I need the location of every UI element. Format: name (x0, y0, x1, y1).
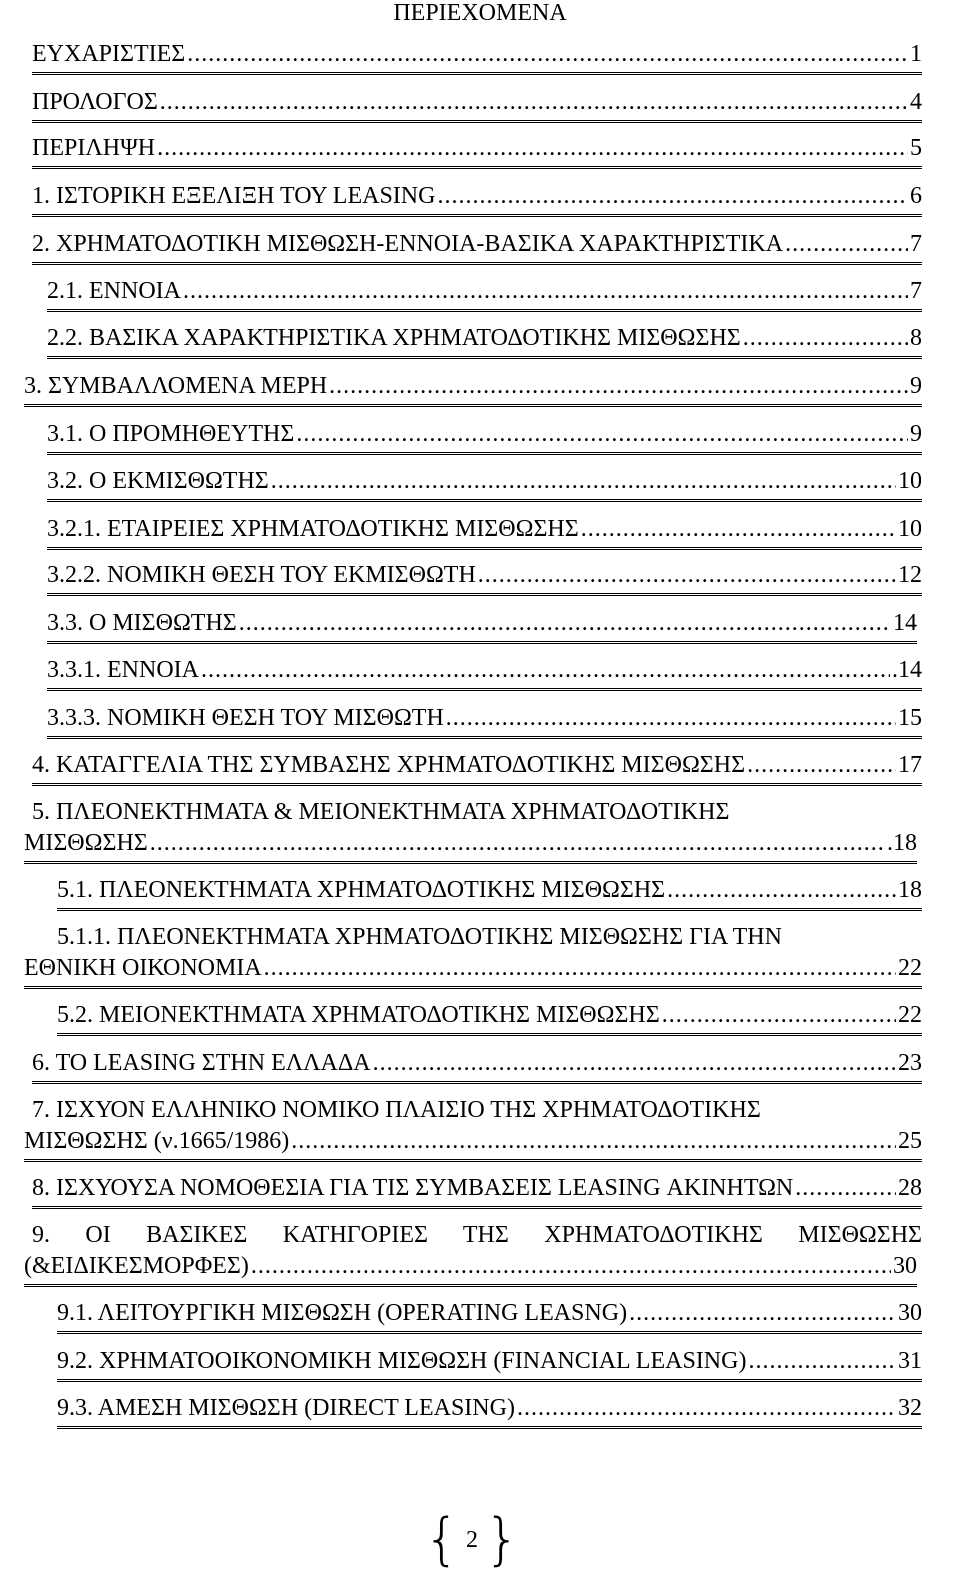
toc-entry-label: 3.3.3. ΝΟΜΙΚΗ ΘΕΣΗ ΤΟΥ ΜΙΣΘΩΤΗ (47, 705, 444, 731)
dot-leader (187, 40, 908, 68)
toc-entry-page: 5 (910, 135, 922, 161)
dot-leader (150, 829, 885, 857)
toc-entry-page: 4 (910, 89, 922, 115)
toc-entry-label: 5.2. ΜΕΙΟΝΕΚΤΗΜΑΤΑ ΧΡΗΜΑΤΟΔΟΤΙΚΗΣ ΜΙΣΘΩΣΗΣ (57, 1002, 660, 1028)
toc-entry-label: 2.2. ΒΑΣΙΚΑ ΧΑΡΑΚΤΗΡΙΣΤΙΚΑ ΧΡΗΜΑΤΟΔΟΤΙΚΗΣ ΜΙΣΘΩΣΗΣ (47, 325, 741, 351)
toc-separator (47, 641, 917, 644)
toc-entry-page: 30 (893, 1253, 917, 1279)
toc-entry-page: .14 (892, 657, 922, 683)
toc-entry[interactable] (32, 1174, 922, 1202)
toc-entry[interactable] (47, 467, 922, 495)
toc-entry[interactable] (32, 182, 922, 210)
toc-entry-page: 30 (898, 1300, 922, 1326)
toc-separator (24, 404, 922, 407)
toc-entry-label: ΠΡΟΛΟΓΟΣ (32, 89, 158, 115)
dot-leader (785, 230, 908, 258)
toc-entry[interactable] (32, 751, 922, 779)
toc-entry[interactable] (47, 704, 922, 732)
toc-entry-label: 6. ΤΟ LEASING ΣΤΗΝ ΕΛΛΑΔΑ (32, 1050, 371, 1076)
toc-separator (47, 736, 922, 739)
toc-entry-page: .18 (887, 830, 917, 856)
toc-separator (47, 499, 922, 502)
toc-entry-label: ΠΕΡΙΛΗΨΗ (32, 135, 156, 161)
dot-leader (264, 954, 896, 982)
toc-separator (32, 1206, 922, 1209)
toc-entry[interactable] (47, 656, 922, 684)
toc-entry-page: 22 (898, 955, 922, 981)
toc-entry[interactable] (24, 1127, 922, 1155)
toc-separator (24, 986, 922, 989)
toc-separator (57, 1379, 922, 1382)
toc-entry[interactable] (24, 829, 917, 857)
toc-entry[interactable] (47, 420, 922, 448)
toc-entry[interactable] (57, 1001, 922, 1029)
toc-separator (47, 688, 922, 691)
toc-entry-page: 7 (910, 231, 922, 257)
toc-entry[interactable] (57, 876, 922, 904)
toc-entry-label: 4. ΚΑΤΑΓΓΕΛΙΑ ΤΗΣ ΣΥΜΒΑΣΗΣ ΧΡΗΜΑΤΟΔΟΤΙΚΗΣ ΜΙΣΘΩΣΗΣ (32, 752, 746, 778)
toc-entry-page: 9 (910, 373, 922, 399)
toc-entry[interactable] (32, 40, 922, 68)
right-brace-icon: } (484, 1507, 520, 1572)
dot-leader (437, 182, 908, 210)
toc-entry-page: 15 (898, 705, 922, 731)
toc-entry-page: 10 (898, 516, 922, 542)
toc-entry-label: ΜΙΣΘΩΣΗΣ (ν.1665/1986) (24, 1128, 290, 1154)
toc-entry-page: 1 (910, 41, 922, 67)
toc-entry[interactable] (47, 561, 922, 589)
toc-entry[interactable] (57, 1394, 922, 1422)
toc-entry-label: 1. ΙΣΤΟΡΙΚΗ ΕΞΕΛΙΞΗ ΤΟΥ LEASING (32, 183, 436, 209)
toc-entry[interactable] (32, 1049, 922, 1077)
toc-entry-label: 5.1. ΠΛΕΟΝΕΚΤΗΜΑΤΑ ΧΡΗΜΑΤΟΔΟΤΙΚΗΣ ΜΙΣΘΩΣΗΣ (57, 877, 666, 903)
toc-separator (32, 166, 922, 169)
dot-leader (662, 1001, 896, 1029)
toc-entry-page: 18 (898, 877, 922, 903)
toc-separator (47, 356, 922, 359)
dot-leader (747, 751, 896, 779)
toc-entry-page: 23 (898, 1050, 922, 1076)
toc-separator (57, 1331, 922, 1334)
dot-leader (183, 277, 908, 305)
toc-entry-page: 32 (898, 1395, 922, 1421)
dot-leader (291, 1127, 896, 1155)
dot-leader (795, 1174, 896, 1202)
toc-entry-label: 9.1. ΛΕΙΤΟΥΡΓΙΚΗ ΜΙΣΘΩΣΗ (OPERATING LEASNG) (57, 1300, 628, 1326)
dot-leader (239, 609, 891, 637)
dot-leader (271, 467, 896, 495)
toc-entry-page: 14 (893, 610, 917, 636)
toc-separator (32, 72, 922, 75)
dot-leader (251, 1252, 891, 1280)
toc-entry-page: 31 (898, 1348, 922, 1374)
page-footer (424, 1507, 520, 1572)
toc-entry[interactable] (47, 324, 922, 352)
toc-entry-page: 9 (910, 421, 922, 447)
toc-separator (57, 908, 922, 911)
toc-separator (24, 1159, 922, 1162)
toc-entry-label-line1: 5.1.1. ΠΛΕΟΝΕΚΤΗΜΑΤΑ ΧΡΗΜΑΤΟΔΟΤΙΚΗΣ ΜΙΣΘΩΣΗΣ ΓΙΑ ΤΗΝ (57, 924, 782, 950)
toc-entry-label-line1: 5. ΠΛΕΟΝΕΚΤΗΜΑΤΑ & ΜΕΙΟΝΕΚΤΗΜΑΤΑ ΧΡΗΜΑΤΟΔΟΤΙΚΗΣ (32, 799, 730, 825)
toc-entry-page: 12 (898, 562, 922, 588)
toc-separator (32, 120, 922, 123)
toc-separator (32, 1081, 922, 1084)
toc-entry-page: 7 (910, 278, 922, 304)
dot-leader (160, 88, 908, 116)
page-number: 2 (466, 1527, 478, 1553)
toc-entry-label: 3.3. Ο ΜΙΣΘΩΤΗΣ (47, 610, 237, 636)
dot-leader (629, 1299, 896, 1327)
toc-entry[interactable] (32, 230, 922, 258)
toc-entry-label: 3.2.1. ΕΤΑΙΡΕΙΕΣ ΧΡΗΜΑΤΟΔΟΤΙΚΗΣ ΜΙΣΘΩΣΗΣ (47, 516, 579, 542)
toc-entry[interactable] (57, 1299, 922, 1327)
toc-entry-page: 17 (898, 752, 922, 778)
toc-entry-label: ΕΘΝΙΚΗ ΟΙΚΟΝΟΜΙΑ (24, 955, 262, 981)
toc-entry-page: 10 (898, 468, 922, 494)
toc-entry[interactable] (57, 1347, 922, 1375)
toc-entry-label-line1: 9. ΟΙ ΒΑΣΙΚΕΣ ΚΑΤΗΓΟΡΙΕΣ ΤΗΣ ΧΡΗΜΑΤΟΔΟΤΙΚΗΣ ΜΙΣΘΩΣΗΣ (32, 1222, 922, 1248)
toc-separator (47, 452, 922, 455)
toc-separator (24, 861, 917, 864)
toc-separator (32, 783, 922, 786)
toc-entry-label: 3.2.2. ΝΟΜΙΚΗ ΘΕΣΗ ΤΟΥ ΕΚΜΙΣΘΩΤΗ (47, 562, 476, 588)
toc-entry-page: 28 (898, 1175, 922, 1201)
toc-entry[interactable] (32, 134, 922, 162)
toc-separator (32, 214, 922, 217)
toc-entry[interactable] (47, 609, 917, 637)
toc-separator (47, 547, 922, 550)
toc-entry-label: 9.2. ΧΡΗΜΑΤΟΟΙΚΟΝΟΜΙΚΗ ΜΙΣΘΩΣΗ (FINANCIAL LEASING) (57, 1348, 747, 1374)
toc-entry-label: 9.3. ΑΜΕΣΗ ΜΙΣΘΩΣΗ (DIRECT LEASING) (57, 1395, 515, 1421)
toc-separator (47, 593, 922, 596)
toc-entry[interactable] (24, 372, 922, 400)
toc-entry-label: (&ΕΙΔΙΚΕΣΜΟΡΦΕΣ) (24, 1253, 249, 1279)
toc-entry-page: 25 (898, 1128, 922, 1154)
dot-leader (446, 704, 896, 732)
toc-entry[interactable] (32, 88, 922, 116)
dot-leader (743, 324, 908, 352)
toc-entry-label: 8. ΙΣΧΥΟΥΣΑ ΝΟΜΟΘΕΣΙΑ ΓΙΑ ΤΙΣ ΣΥΜΒΑΣΕΙΣ LEASING ΑΚΙΝΗΤΩΝ (32, 1175, 794, 1201)
toc-entry-page: 8 (910, 325, 922, 351)
toc-entry[interactable] (24, 954, 922, 982)
toc-separator (32, 262, 922, 265)
dot-leader (581, 515, 896, 543)
dot-leader (478, 561, 896, 589)
toc-separator (47, 309, 922, 312)
dot-leader (157, 134, 908, 162)
toc-separator (24, 1284, 917, 1287)
dot-leader (373, 1049, 896, 1077)
toc-entry-label: ΜΙΣΘΩΣΗΣ (24, 830, 148, 856)
dot-leader (667, 876, 896, 904)
dot-leader (748, 1347, 896, 1375)
toc-separator (57, 1033, 922, 1036)
toc-entry-page: 22 (898, 1002, 922, 1028)
page-title: ΠΕΡΙΕΧΟΜΕΝΑ (393, 0, 567, 26)
toc-entry[interactable] (24, 1252, 917, 1280)
toc-entry-page: 6 (910, 183, 922, 209)
toc-entry[interactable] (47, 277, 922, 305)
toc-entry-label: 3.1. Ο ΠΡΟΜΗΘΕΥΤΗΣ (47, 421, 295, 447)
toc-entry-label: 3.3.1. ΕΝΝΟΙΑ (47, 657, 199, 683)
dot-leader (329, 372, 908, 400)
toc-entry-label: 3.2. Ο ΕΚΜΙΣΘΩΤΗΣ (47, 468, 269, 494)
toc-entry[interactable] (47, 515, 922, 543)
toc-separator (57, 1426, 922, 1429)
toc-entry-label: ΕΥΧΑΡΙΣΤΙΕΣ (32, 41, 186, 67)
dot-leader (517, 1394, 896, 1422)
left-brace-icon: { (424, 1507, 460, 1572)
toc-entry-label: 3. ΣΥΜΒΑΛΛΟΜΕΝΑ ΜΕΡΗ (24, 373, 328, 399)
dot-leader (201, 656, 890, 684)
toc-entry-label-line1: 7. ΙΣΧΥΟΝ ΕΛΛΗΝΙΚΟ ΝΟΜΙΚΟ ΠΛΑΙΣΙΟ ΤΗΣ ΧΡΗΜΑΤΟΔΟΤΙΚΗΣ (32, 1097, 761, 1123)
dot-leader (296, 420, 908, 448)
toc-entry-label: 2. ΧΡΗΜΑΤΟΔΟΤΙΚΗ ΜΙΣΘΩΣΗ-ΕΝΝΟΙΑ-ΒΑΣΙΚΑ ΧΑΡΑΚΤΗΡΙΣΤΙΚΑ (32, 231, 784, 257)
toc-entry-label: 2.1. ΕΝΝΟΙΑ (47, 278, 181, 304)
